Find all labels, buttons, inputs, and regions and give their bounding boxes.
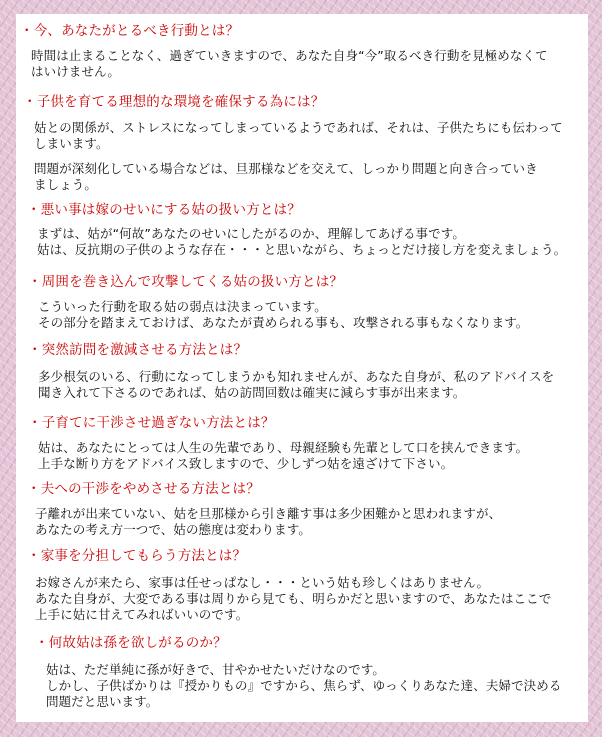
section-heading: ・子育てに干渉させ過ぎない方法とは？	[28, 415, 275, 431]
section-heading: ・家事を分担してもらう方法とは？	[27, 548, 247, 564]
section-text-line: 上手に姑に甘えてみればいいのです。	[35, 607, 249, 622]
section-text-line: ましょう。	[34, 177, 98, 192]
section-blame-handling	[16, 201, 588, 258]
section-husband-interference	[16, 480, 588, 538]
section-grandchildren	[16, 634, 588, 710]
section-heading: ・何故姑は孫を欲しがるのか？	[35, 635, 227, 651]
section-childcare-interference	[16, 414, 588, 472]
section-text-line: 多少根気のいる、行動になってしまうかも知れませんが、あなた自身が、私のアドバイスを	[38, 369, 555, 384]
section-sudden-visits	[16, 341, 588, 401]
section-text-line: 問題だと思います。	[46, 694, 159, 709]
section-heading: ・突然訪問を激減させる方法とは？	[28, 342, 248, 358]
section-heading: ・今、あなたがとるべき行動とは？	[20, 23, 240, 39]
section-text-line: あなたの考え方一つで、姑の態度は変わります。	[35, 522, 311, 537]
section-text-line: はいけません。	[31, 64, 120, 79]
section-text-line: 姑は、ただ単純に孫が好きで、甘やかせたいだけなのです。	[46, 662, 385, 677]
section-text-line: まずは、姑が“何故”あなたのせいにしたがるのか、理解してあげる事です。	[37, 226, 465, 241]
section-heading: ・周囲を巻き込んで攻撃してくる姑の扱い方とは？	[28, 274, 344, 290]
section-text-line: 問題が深刻化している場合などは、旦那様などを交えて、しっかり問題と向き合っていき	[34, 161, 538, 176]
section-text-line: お嫁さんが来たら、家事は任せっぱなし・・・という姑も珍しくはありません。	[35, 575, 490, 590]
section-current-action	[16, 22, 588, 80]
section-text-line: 姑は、反抗期の子供のような存在・・・と思いながら、ちょっとだけ接し方を変えましょう。	[37, 242, 567, 257]
section-text-line: あなた自身が、大変である事は周りから見ても、明らかだと思いますので、あなたはここで	[35, 591, 552, 606]
section-heading: ・夫への干渉をやめさせる方法とは？	[27, 481, 260, 497]
content-panel	[16, 14, 588, 722]
section-child-environment	[16, 93, 588, 193]
section-text-line: 姑は、あなたにとっては人生の先輩であり、母親経験も先輩として口を挟んできます。	[38, 440, 529, 455]
section-housework-sharing	[16, 547, 588, 623]
section-text-line: 聞き入れて下さるのであれば、姑の訪問回数は確実に減らす事が出来ます。	[38, 385, 466, 400]
section-text-line: 上手な断り方をアドバイス致しますので、少しずつ姑を遠ざけて下さい。	[38, 456, 454, 471]
section-text-line: しかし、子供ばかりは『授かりもの』ですから、焦らず、ゆっくりあなた達、夫婦で決める	[46, 678, 562, 693]
section-text-line: しまいます。	[34, 136, 109, 151]
section-heading: ・悪い事は嫁のせいにする姑の扱い方とは？	[27, 202, 301, 218]
section-heading: ・子供を育てる理想的な環境を確保する為には？	[23, 94, 325, 110]
section-text-line: 時間は止まることなく、過ぎていきますので、あなた自身“今”取るべき行動を見極めなくて	[31, 48, 548, 63]
section-text-line: 姑との関係が、ストレスになってしまっているようであれば、それは、子供たちにも伝わって	[34, 120, 563, 135]
section-text-line: 子離れが出来ていない、姑を旦那様から引き離す事は多少困難かと思われますが、	[35, 506, 502, 521]
section-surrounding-attack	[16, 273, 588, 331]
section-text-line: その部分を踏まえておけば、あなたが責められる事も、攻撃される事もなくなります。	[38, 315, 529, 330]
section-text-line: こういった行動を取る姑の弱点は決まっています。	[38, 299, 327, 314]
